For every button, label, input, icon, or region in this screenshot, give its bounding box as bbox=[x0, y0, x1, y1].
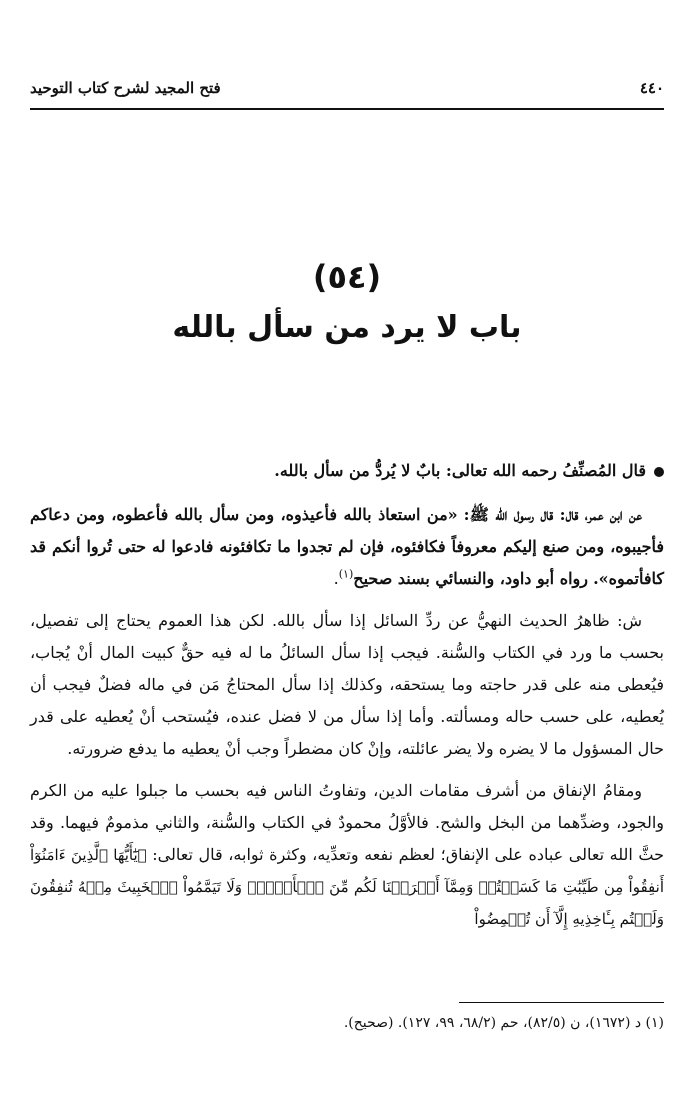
commentary-paragraph-2 bbox=[30, 775, 664, 935]
footnote-marker: (١) bbox=[338, 567, 354, 581]
header-rule bbox=[30, 108, 664, 110]
page-number: ٤٤٠ bbox=[639, 79, 664, 97]
chapter-title: باب لا يرد من سأل بالله bbox=[172, 310, 522, 345]
quran-verse: ﴿يَٰٓأَيُّهَا ٱلَّذِينَ ءَامَنُوٓاْ أَنفِقُواْ مِن طَيِّبَٰتِ مَا كَسَبۡتُمۡ وَمِمَّآ أَخۡرَجۡنَا لَكُم مِّنَ ٱلۡأَرۡضِۖ وَلَا تَيَمَّمُواْ ٱلۡخَبِيثَ مِنۡهُ تُنفِقُونَ وَلَسۡتُم بِـَٔاخِذِيهِ إِلَّآ أَن تُغۡمِضُواْ bbox=[30, 846, 664, 928]
book-title: فتح المجيد لشرح كتاب التوحيد bbox=[30, 79, 221, 97]
commentary-paragraph-1: ش: ظاهرُ الحديث النهيُّ عن ردِّ السائل إذا سأل بالله. لكن هذا العموم يحتاج إلى تفصيل، بحسب ما ورد في الكتاب والسُّنة. فيجب إذا سأل السائلُ ما له فيه حقٌّ كبيت المال أنْ يُجاب، فيُعطى منه على قدر حاجته وما يستحقه، وكذلك إذا سأل المحتاجُ مَن في ماله فضلٌ فيجب أن يُعطيه، على حسب حاله ومسألته. وأما إذا سأل من لا فضل عنده، فيُستحب أنْ يُعطيه على قدر حال المسؤول ما لا يضره ولا يضر عائلته، وإنْ كان مضطراً وجب أنْ يعطيه ما يدفع ضرورته. bbox=[30, 611, 664, 758]
hadith-lead: عن ابن عمر، قال: قال رسول الله ﷺ: bbox=[463, 505, 643, 524]
hadith-source: رواه أبو داود، والنسائي بسند صحيح bbox=[353, 569, 588, 588]
body-text bbox=[30, 455, 664, 945]
footnote-rule bbox=[459, 1002, 664, 1003]
hadith-paragraph: عن ابن عمر، قال: قال رسول الله ﷺ: «من استعاذ بالله فأعيذوه، ومن سأل بالله فأعطوه، ومن دعاكم فأجيبوه، ومن صنع إليكم معروفاً فكافئوه، فإن لم تجدوا ما تكافئونه فادعوا له حتى تُروا أنكم قد كافأتموه». رواه أبو داود، والنسائي بسند صحيح$^{(١)}$. bbox=[30, 505, 664, 588]
running-header bbox=[30, 72, 664, 104]
intro-line bbox=[30, 455, 664, 487]
intro-text: قال المُصنِّفُ رحمه الله تعالى: بابٌ لا يُردُّ من سأل بالله. bbox=[274, 461, 646, 480]
chapter-number: (٥٤) bbox=[312, 258, 382, 296]
bullet-icon bbox=[654, 467, 664, 477]
footnote: (١) د (١٦٧٢)، ن (٨٢/٥)، حم (٦٨/٢، ٩٩، ١٢٧). (صحيح). bbox=[343, 1015, 664, 1031]
commentary-text-2: ومقامُ الإنفاق من أشرف مقامات الدين، وتفاوتُ الناس فيه بحسب ما جبلوا عليه من الكرم والجود، وضدِّهما من البخل والشح. فالأوَّلُ محمودٌ في الكتاب والسُّنة، والثاني مذمومٌ فيهما. وقد حثَّ الله تعالى عباده على الإنفاق؛ لعظم نفعه وتعدِّيه، وكثرة ثوابه، قال تعالى: bbox=[30, 781, 665, 864]
hadith-text: «من استعاذ بالله فأعيذوه، ومن سأل بالله فأعطوه، ومن دعاكم فأجيبوه، ومن صنع إليكم معروفاً فكافئوه، فإن لم تجدوا ما تكافئونه فادعوا له حتى تُروا أنكم قد كافأتموه». bbox=[30, 505, 664, 588]
